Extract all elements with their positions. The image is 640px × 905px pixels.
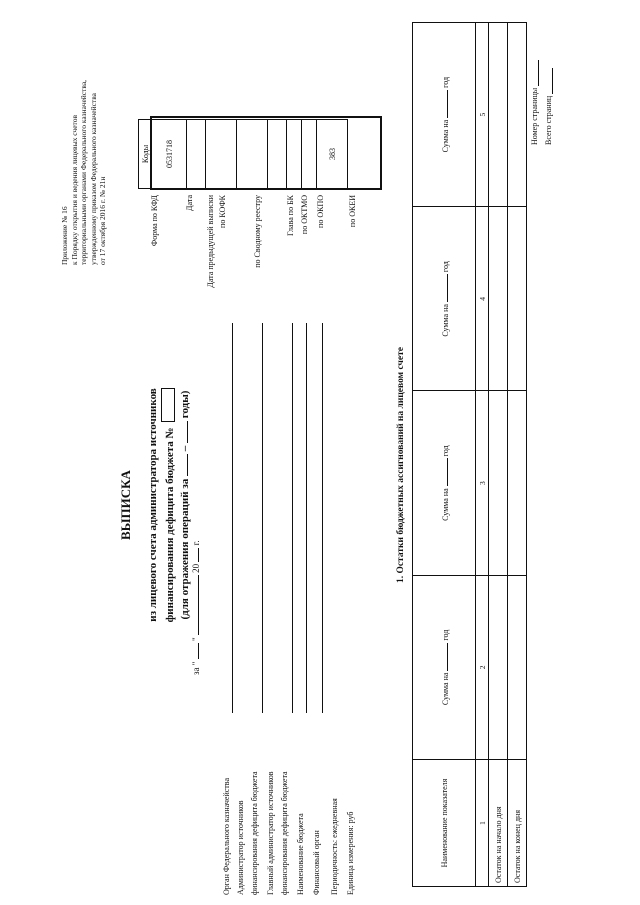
year-blank[interactable] xyxy=(439,90,448,118)
account-number-box[interactable] xyxy=(161,388,175,422)
label-administrator-2: финансирования дефицита бюджета xyxy=(250,771,259,895)
cell[interactable] xyxy=(489,207,508,391)
cell[interactable] xyxy=(508,23,527,207)
label-unit: Единица измерения: руб xyxy=(346,811,355,895)
year-to-field[interactable] xyxy=(178,421,188,443)
year-from-field[interactable] xyxy=(178,454,188,476)
right-labels xyxy=(110,195,360,365)
appendix-line: Приложение № 16 xyxy=(60,206,69,265)
sum-prefix: Сумма на xyxy=(440,304,450,337)
codes-header: Коды xyxy=(139,120,152,189)
label-finance-body: Финансовый орган xyxy=(312,830,321,895)
total-pages-line xyxy=(542,60,556,145)
appendix-line: к Порядку открытия и ведения лицевых счетов xyxy=(69,114,79,265)
sum-suffix: год xyxy=(440,261,450,273)
year-blank[interactable] xyxy=(439,274,448,302)
budget-name-field[interactable] xyxy=(306,323,307,713)
document-title: ВЫПИСКА xyxy=(118,470,133,540)
date-year: 20 xyxy=(191,563,201,573)
label-okpo: по ОКПО xyxy=(316,195,325,228)
administrator-field[interactable] xyxy=(262,323,263,713)
label-budget-name: Наименование бюджета xyxy=(296,813,305,895)
date-suffix: г. xyxy=(191,540,201,546)
sum-prefix: Сумма на xyxy=(440,119,450,153)
appendix-line: территориальными органами Федерального казначейства, xyxy=(79,79,88,265)
balance-number-row xyxy=(476,23,489,887)
balance-table xyxy=(412,22,527,887)
col-number: 3 xyxy=(476,391,489,575)
appendix-line: утвержденному приказом Федерального казначейства xyxy=(88,93,98,265)
year-field[interactable] xyxy=(190,548,199,562)
col-number: 2 xyxy=(476,575,489,759)
finance-body-field[interactable] xyxy=(322,323,323,713)
label-oktmo: по ОКТМО xyxy=(300,195,309,235)
appendix-line: от 17 октября 2016 г. № 21н xyxy=(98,176,107,265)
total-pages-field[interactable] xyxy=(544,68,553,94)
cell[interactable] xyxy=(489,575,508,759)
page-number-line xyxy=(528,60,542,145)
cell[interactable] xyxy=(489,23,508,207)
page-number-field[interactable] xyxy=(530,60,539,86)
month-field[interactable] xyxy=(190,575,199,635)
subtitle-line3-text: (для отражения операций за xyxy=(179,478,191,620)
year-blank[interactable] xyxy=(439,643,448,671)
section-1-title: 1. Остатки бюджетных ассигнований на лицевом счете xyxy=(396,347,406,584)
date-quote: " xyxy=(191,637,201,642)
label-chief-administrator-2: финансирования дефицита бюджета xyxy=(280,771,289,895)
label-chief-administrator: Главный администратор источников xyxy=(266,771,275,895)
codes-frame xyxy=(150,116,382,190)
cell[interactable] xyxy=(508,575,527,759)
sum-prefix: Сумма на xyxy=(440,672,450,706)
label-periodicity: Периодичность: ежедневная xyxy=(330,798,339,895)
date-line xyxy=(190,540,201,675)
sum-suffix: год xyxy=(440,629,450,641)
col-name-header: Наименование показателя xyxy=(413,760,476,887)
col-number: 5 xyxy=(476,23,489,207)
code-okei: 383 xyxy=(317,120,348,189)
col-sum-header xyxy=(413,207,476,391)
subtitle-dash: – xyxy=(179,445,191,452)
col-sum-header xyxy=(413,575,476,759)
col-sum-header xyxy=(413,391,476,575)
sum-suffix: год xyxy=(440,76,450,88)
total-pages-label: Всего страниц xyxy=(544,95,553,145)
subtitle-line1: из лицевого счета администратора источников xyxy=(147,388,159,622)
subtitle-line3-end: годы) xyxy=(179,390,191,419)
col-sum-header xyxy=(413,23,476,207)
table-row xyxy=(489,23,508,887)
treasury-body-field[interactable] xyxy=(232,323,233,713)
page-numbers xyxy=(528,60,556,145)
day-field[interactable] xyxy=(190,643,199,659)
sum-prefix: Сумма на xyxy=(440,488,450,521)
label-prev-date: Дата предыдущей выписки xyxy=(206,195,215,288)
balance-header-row xyxy=(413,23,476,887)
col-number: 1 xyxy=(476,760,489,887)
year-blank[interactable] xyxy=(439,458,448,486)
label-glava: Глава по БК xyxy=(286,195,295,236)
sum-suffix: год xyxy=(440,445,450,457)
col-number: 4 xyxy=(476,207,489,391)
table-row xyxy=(508,23,527,887)
subtitle-line2-text: финансирования дефицита бюджета № xyxy=(164,427,176,623)
label-form-kfd: Форма по КФД xyxy=(150,195,159,247)
cell[interactable] xyxy=(508,207,527,391)
label-svod: по Сводному реестру xyxy=(253,195,262,268)
label-kofk: по КОФК xyxy=(218,195,227,228)
label-okei: по ОКЕИ xyxy=(348,195,357,228)
chief-administrator-field[interactable] xyxy=(292,323,293,713)
appendix-note xyxy=(60,15,108,265)
row-label: Остаток на начало дня xyxy=(489,760,508,887)
page-number-label: Номер страницы xyxy=(530,87,539,145)
date-prefix: за " xyxy=(191,661,201,675)
row-label: Остаток на конец дня xyxy=(508,760,527,887)
cell[interactable] xyxy=(489,391,508,575)
code-form: 0531718 xyxy=(152,120,187,189)
label-date: Дата xyxy=(185,195,194,211)
label-administrator: Администратор источников xyxy=(236,800,245,895)
cell[interactable] xyxy=(508,391,527,575)
label-treasury-body: Орган Федерального казначейства xyxy=(222,777,231,895)
